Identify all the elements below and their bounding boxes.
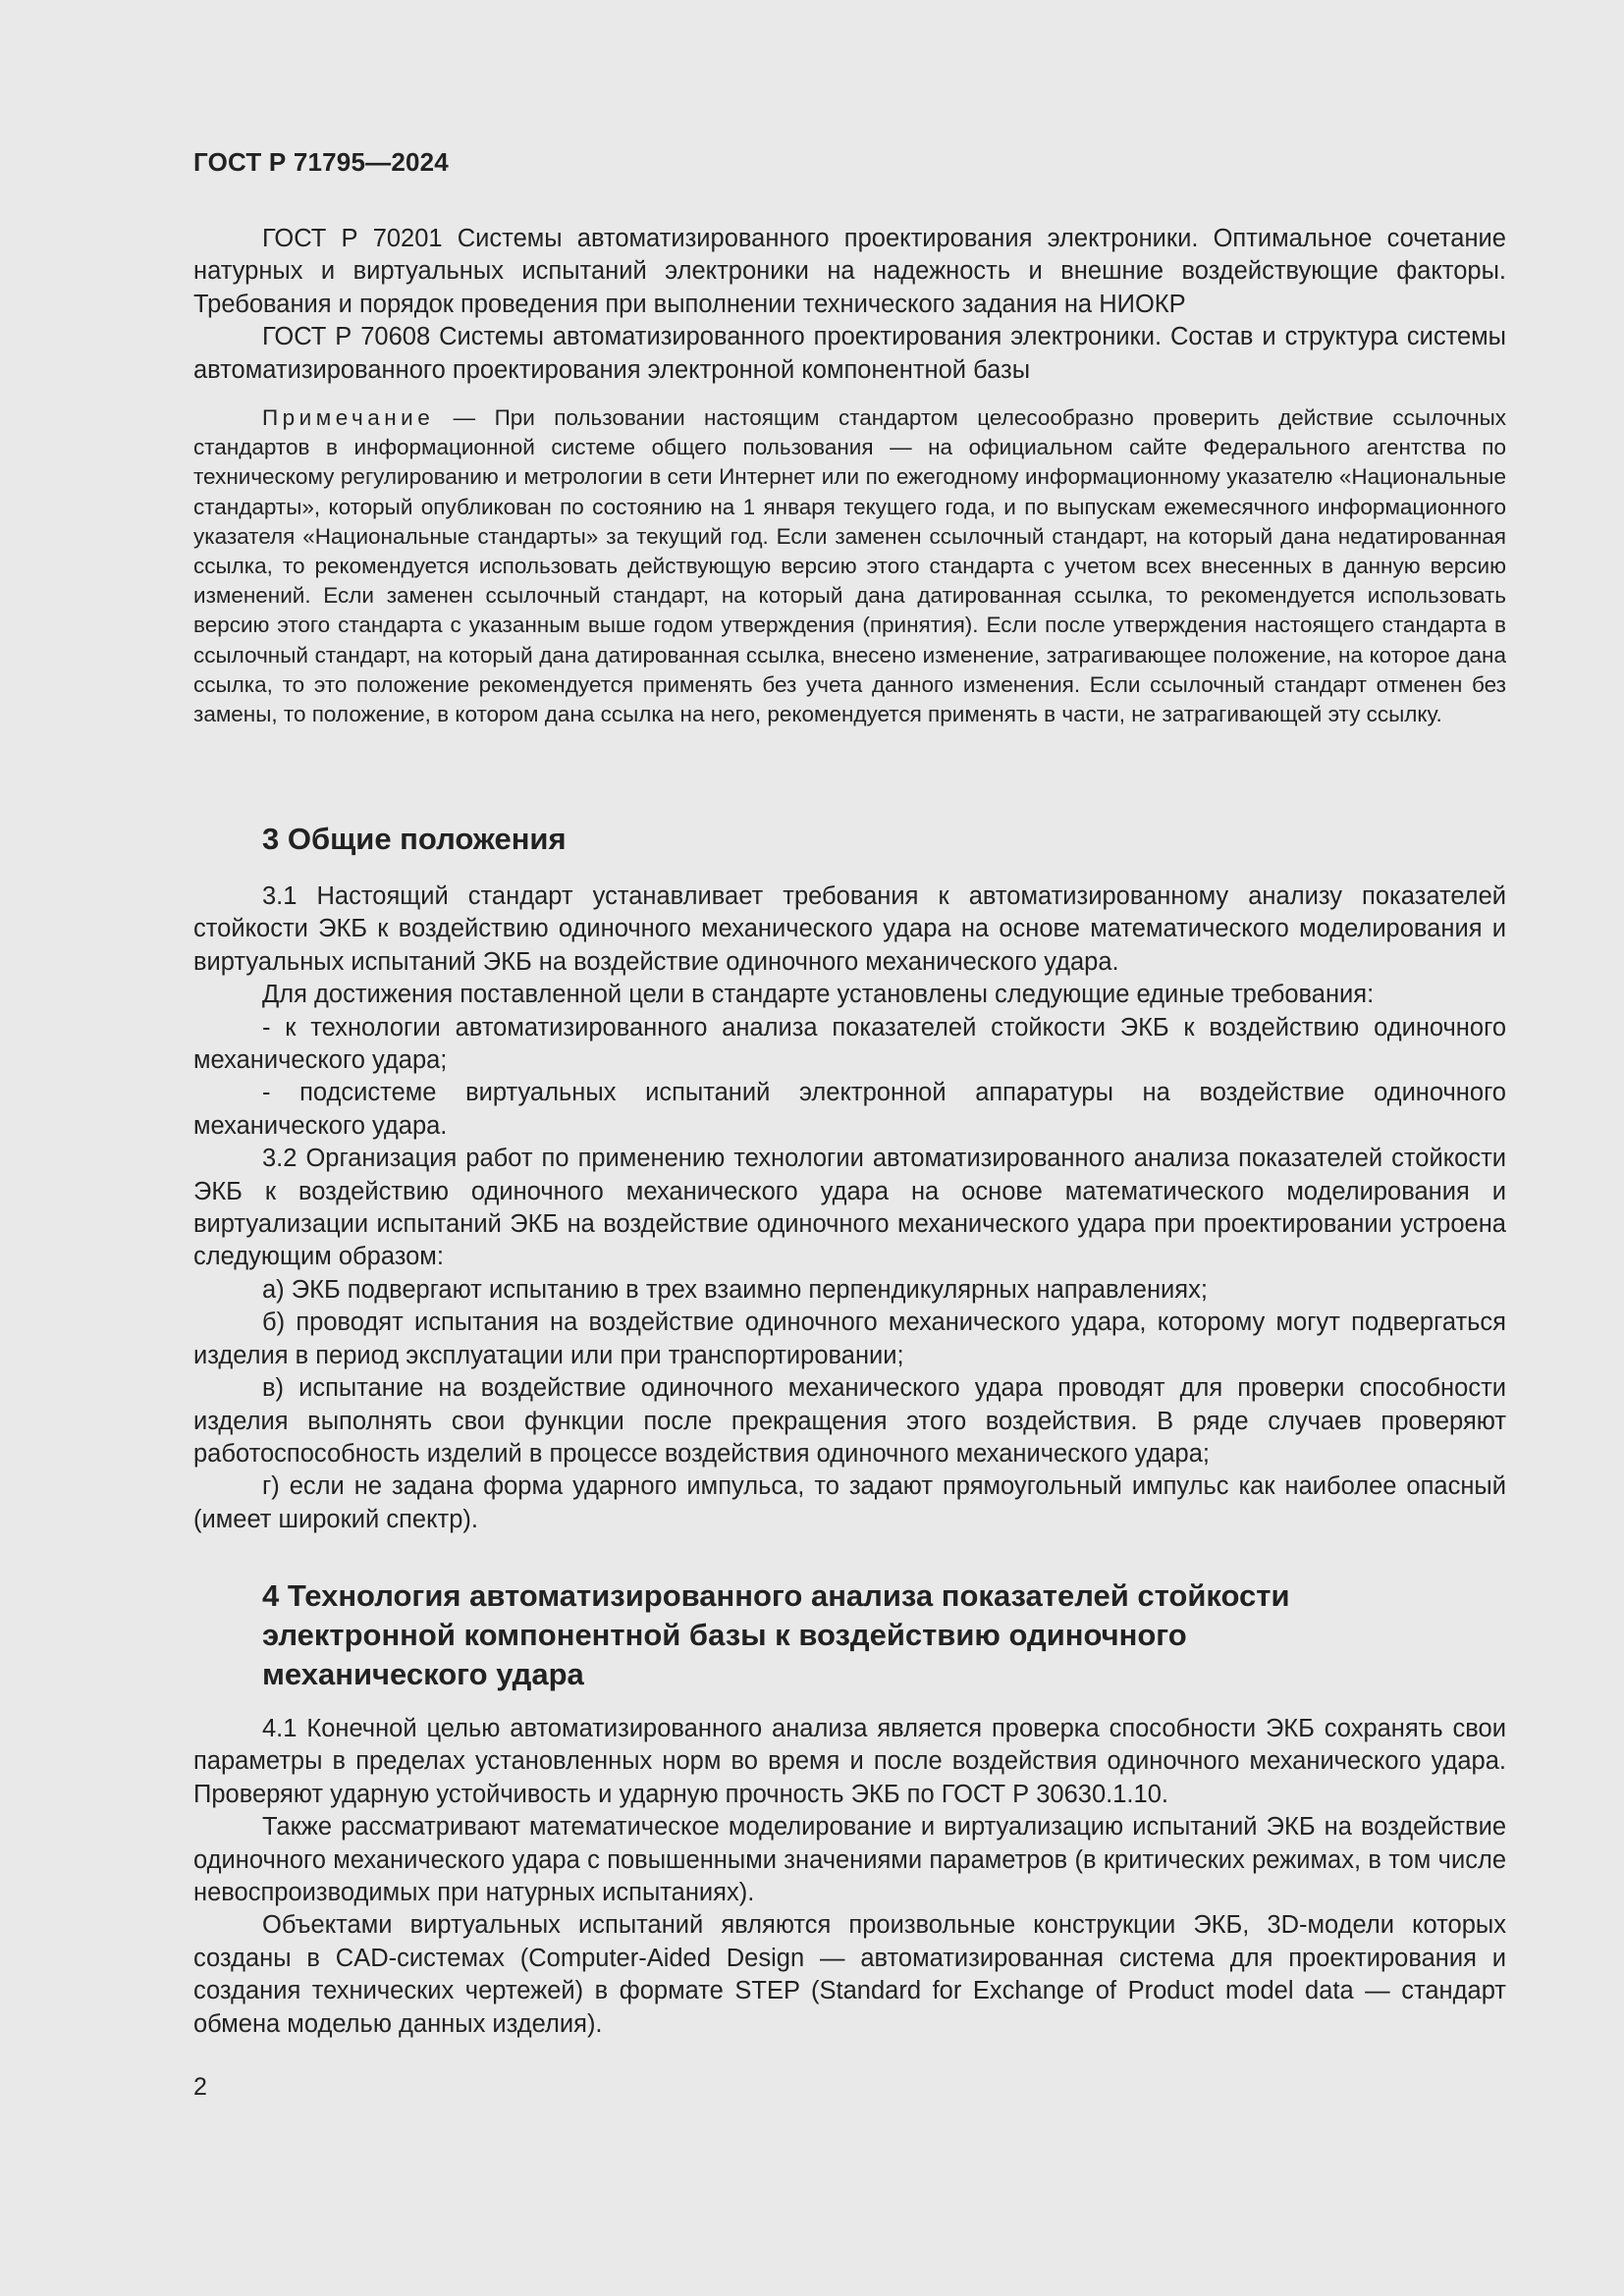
reference-item: ГОСТ Р 70201 Системы автоматизированного проектирования электроники. Оптимальное сочетание натурных и виртуальных испытаний электроники на надежность и внешние воздействующие факторы. Требования и порядок проведения при выполнении технического задания на НИОКР <box>193 225 1506 318</box>
section-4-paragraph: 4.1 Конечной целью автоматизированного анализа является проверка способности ЭКБ сохранять свои параметры в пределах установленных норм во время и после воздействия одиночного механического удара. Проверяют ударную устойчивость и ударную прочность ЭКБ по ГОСТ Р 30630.1.10. <box>193 1715 1506 1808</box>
section-3-paragraph: Для достижения поставленной цели в стандарте установлены следующие единые требования: <box>262 981 1375 1009</box>
section-3-paragraph: 3.2 Организация работ по применению технологии автоматизированного анализа показателей стойкости ЭКБ к воздействию одиночного механического удара на основе математического моделирования и виртуализации испытаний ЭКБ на воздействие одиночного механического удара при проектировании устроена следующим образом: <box>193 1145 1506 1271</box>
section-4-title <box>193 1576 1506 1694</box>
page-number: 2 <box>193 2073 207 2101</box>
section-4-paragraph: Объектами виртуальных испытаний являются произвольные конструкции ЭКБ, 3D-модели которых созданы в CAD-системах (Computer-Aided Design — автоматизированная система для проектирования и создания технических чертежей) в формате STEP (Standard for Exchange of Product model data — стандарт обмена моделью данных изделия). <box>193 1911 1506 2038</box>
section-3 <box>193 820 1506 859</box>
section-3-paragraph: 3.1 Настоящий стандарт устанавливает требования к автоматизированному анализу показателей стойкости ЭКБ к воздействию одиночного механического удара на основе математического моделирования и виртуальных испытаний ЭКБ на воздействие одиночного механического удара. <box>193 882 1506 976</box>
note-text: При пользовании настоящим стандартом целесообразно проверить действие ссылочных стандартов в информационной системе общего пользования — на официальном сайте Федерального агентства по техническому регулированию и метрологии в сети Интернет или по ежегодному информационному указателю «Национальные стандарты», который опубликован по состоянию на 1 января текущего года, и по выпускам ежемесячного информационного указателя «Национальные стандарты» за текущий год. Если заменен ссылочный стандарт, на который дана недатированная ссылка, то рекомендуется использовать действующую версию этого стандарта с учетом всех внесенных в данную версию изменений. Если заменен ссылочный стандарт, на который дана датированная ссылка, то рекомендуется использовать версию этого стандарта с указанным выше годом утверждения (принятия). Если после утверждения настоящего стандарта в ссылочный стандарт, на который дана датированная ссылка, внесено изменение, затрагивающее положение, на которое дана ссылка, то это положение рекомендуется применять без учета данного изменения. Если ссылочный стандарт отменен без замены, то положение, в котором дана ссылка на него, рекомендуется применять в части, не затрагивающей эту ссылку. <box>193 405 1506 727</box>
document-header-code: ГОСТ Р 71795—2024 <box>193 147 449 177</box>
section-3-body <box>193 881 1506 1536</box>
note-block <box>193 403 1506 729</box>
note-dash: — <box>434 405 495 430</box>
section-4-title-line: механического удара <box>262 1657 584 1691</box>
section-4 <box>193 1576 1506 1694</box>
section-4-title-line: 4 Технология автоматизированного анализа показателей стойкости <box>262 1578 1290 1613</box>
reference-item: ГОСТ Р 70608 Системы автоматизированного проектирования электроники. Состав и структура системы автоматизированного проектирования электронной компонентной базы <box>193 323 1506 384</box>
section-4-title-line: электронной компонентной базы к воздействию одиночного <box>262 1618 1187 1652</box>
section-3-list-item: г) если не задана форма ударного импульса, то задают прямоугольный импульс как наиболее опасный (имеет широкий спектр). <box>193 1472 1506 1533</box>
references-block <box>193 223 1506 387</box>
section-3-list-item: - к технологии автоматизированного анализа показателей стойкости ЭКБ к воздействию одиночного механического удара; <box>193 1013 1506 1075</box>
document-page <box>193 0 1506 2296</box>
note-paragraph <box>193 403 1506 729</box>
section-3-list-item: в) испытание на воздействие одиночного механического удара проводят для проверки способности изделия выполнять свои функции после прекращения этого воздействия. В ряде случаев проверяют работоспособность изделий в процессе воздействия одиночного механического удара; <box>193 1374 1506 1468</box>
section-4-paragraph: Также рассматривают математическое моделирование и виртуализацию испытаний ЭКБ на воздействие одиночного механического удара с повышенными значениями параметров (в критических режимах, в том числе невоспроизводимых при натурных испытаниях). <box>193 1813 1506 1907</box>
note-label: Примечание <box>262 405 435 430</box>
section-3-list-item: а) ЭКБ подвергают испытанию в трех взаимно перпендикулярных направлениях; <box>262 1275 1208 1304</box>
section-4-body <box>193 1713 1506 2041</box>
section-3-title: 3 Общие положения <box>262 822 567 856</box>
section-3-list-item: б) проводят испытания на воздействие одиночного механического удара, которому могут подвергаться изделия в период эксплуатации или при транспортировании; <box>193 1308 1506 1369</box>
section-3-list-item: - подсистеме виртуальных испытаний электронной аппаратуры на воздействие одиночного механического удара. <box>193 1079 1506 1140</box>
